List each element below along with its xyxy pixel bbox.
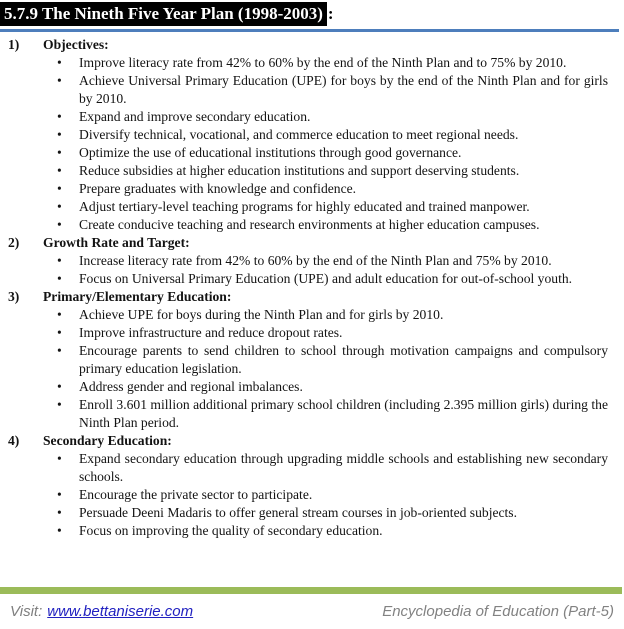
bullet-icon: • xyxy=(57,523,62,538)
bullet-icon: • xyxy=(57,325,62,340)
bullet-icon: • xyxy=(57,271,62,286)
footer-edition-text: Encyclopedia of Education (Part-5) xyxy=(382,603,614,620)
bullet-item xyxy=(57,522,608,540)
bullet-item xyxy=(57,126,608,144)
bullet-text: Increase literacy rate from 42% to 60% by the end of the Ninth Plan and 75% by 2010. xyxy=(79,253,552,268)
bullet-text: Focus on Universal Primary Education (UPE) and adult education for out-of-school youth. xyxy=(79,271,573,286)
bullet-text: Persuade Deeni Madaris to offer general stream courses in job-oriented subjects. xyxy=(79,505,518,520)
bullet-text: Expand and improve secondary education. xyxy=(79,109,311,124)
section-number: 1) xyxy=(8,37,20,52)
bullet-item xyxy=(57,144,608,162)
bullet-icon: • xyxy=(57,397,62,412)
bullet-icon: • xyxy=(57,307,62,322)
bullet-text: Create conducive teaching and research environments at higher education campuses. xyxy=(79,217,540,232)
bullet-item xyxy=(57,216,608,234)
bullet-icon: • xyxy=(57,343,62,358)
bullet-icon: • xyxy=(57,145,62,160)
section-number: 3) xyxy=(8,289,20,304)
bullet-text: Encourage the private sector to participate. xyxy=(79,487,313,502)
bullet-item xyxy=(57,252,608,270)
bullet-item xyxy=(57,198,608,216)
bullet-item xyxy=(57,504,608,522)
section-head xyxy=(8,432,608,450)
bullet-text: Diversify technical, vocational, and commerce education to meet regional needs. xyxy=(79,127,519,142)
bullet-icon: • xyxy=(57,163,62,178)
section-heading: Objectives: xyxy=(43,37,109,52)
section-head xyxy=(8,288,608,306)
bullet-item xyxy=(57,162,608,180)
bullet-item xyxy=(57,342,608,378)
bullet-item xyxy=(57,108,608,126)
bullet-icon: • xyxy=(57,181,62,196)
page-title-highlight: 5.7.9 The Nineth Five Year Plan (1998-2003) xyxy=(0,2,327,26)
bullet-item xyxy=(57,72,608,108)
section-head xyxy=(8,234,608,252)
page-title xyxy=(0,0,624,26)
bullet-item xyxy=(57,378,608,396)
page-title-colon: : xyxy=(327,4,334,23)
bullet-item xyxy=(57,270,608,288)
section-heading: Secondary Education: xyxy=(43,433,172,448)
section-number: 2) xyxy=(8,235,20,250)
section-head xyxy=(8,36,608,54)
bullet-item xyxy=(57,54,608,72)
page-footer xyxy=(0,587,624,629)
section-heading: Primary/Elementary Education: xyxy=(43,289,232,304)
bullet-text: Optimize the use of educational institutions through good governance. xyxy=(79,145,462,160)
bullet-icon: • xyxy=(57,253,62,268)
bullet-item xyxy=(57,486,608,504)
bullet-text: Achieve UPE for boys during the Ninth Plan and for girls by 2010. xyxy=(79,307,444,322)
footer-divider-rule xyxy=(0,587,622,594)
bullet-text: Enroll 3.601 million additional primary school children (including 2.395 million girls) during the Ninth Plan period. xyxy=(79,397,608,430)
section-number: 4) xyxy=(8,433,20,448)
bullet-item xyxy=(57,450,608,486)
bullet-item xyxy=(57,180,608,198)
site-link[interactable]: www.bettaniserie.com xyxy=(47,603,194,620)
footer-visit xyxy=(10,603,193,620)
bullet-text: Improve infrastructure and reduce dropout rates. xyxy=(79,325,343,340)
bullet-text: Prepare graduates with knowledge and confidence. xyxy=(79,181,357,196)
bullet-text: Reduce subsidies at higher education institutions and support deserving students. xyxy=(79,163,520,178)
bullet-icon: • xyxy=(57,487,62,502)
bullet-text: Improve literacy rate from 42% to 60% by the end of the Ninth Plan and to 75% by 2010. xyxy=(79,55,567,70)
bullet-text: Focus on improving the quality of secondary education. xyxy=(79,523,383,538)
bullet-icon: • xyxy=(57,109,62,124)
bullet-item xyxy=(57,306,608,324)
bullet-icon: • xyxy=(57,505,62,520)
bullet-icon: • xyxy=(57,379,62,394)
bullet-text: Adjust tertiary-level teaching programs for highly educated and trained manpower. xyxy=(79,199,530,214)
bullet-item xyxy=(57,324,608,342)
bullet-icon: • xyxy=(57,199,62,214)
bullet-text: Encourage parents to send children to school through motivation campaigns and compulsory primary education legislation. xyxy=(79,343,608,376)
visit-label: Visit: xyxy=(10,603,43,620)
bullet-icon: • xyxy=(57,217,62,232)
bullet-icon: • xyxy=(57,55,62,70)
bullet-text: Achieve Universal Primary Education (UPE) for boys by the end of the Ninth Plan and for girls by 2010. xyxy=(79,73,608,106)
sections-list xyxy=(0,32,624,540)
bullet-text: Address gender and regional imbalances. xyxy=(79,379,303,394)
bullet-icon: • xyxy=(57,127,62,142)
bullet-icon: • xyxy=(57,451,62,466)
bullet-item xyxy=(57,396,608,432)
section-heading: Growth Rate and Target: xyxy=(43,235,190,250)
bullet-icon: • xyxy=(57,73,62,88)
bullet-text: Expand secondary education through upgrading middle schools and establishing new secondary schools. xyxy=(79,451,608,484)
